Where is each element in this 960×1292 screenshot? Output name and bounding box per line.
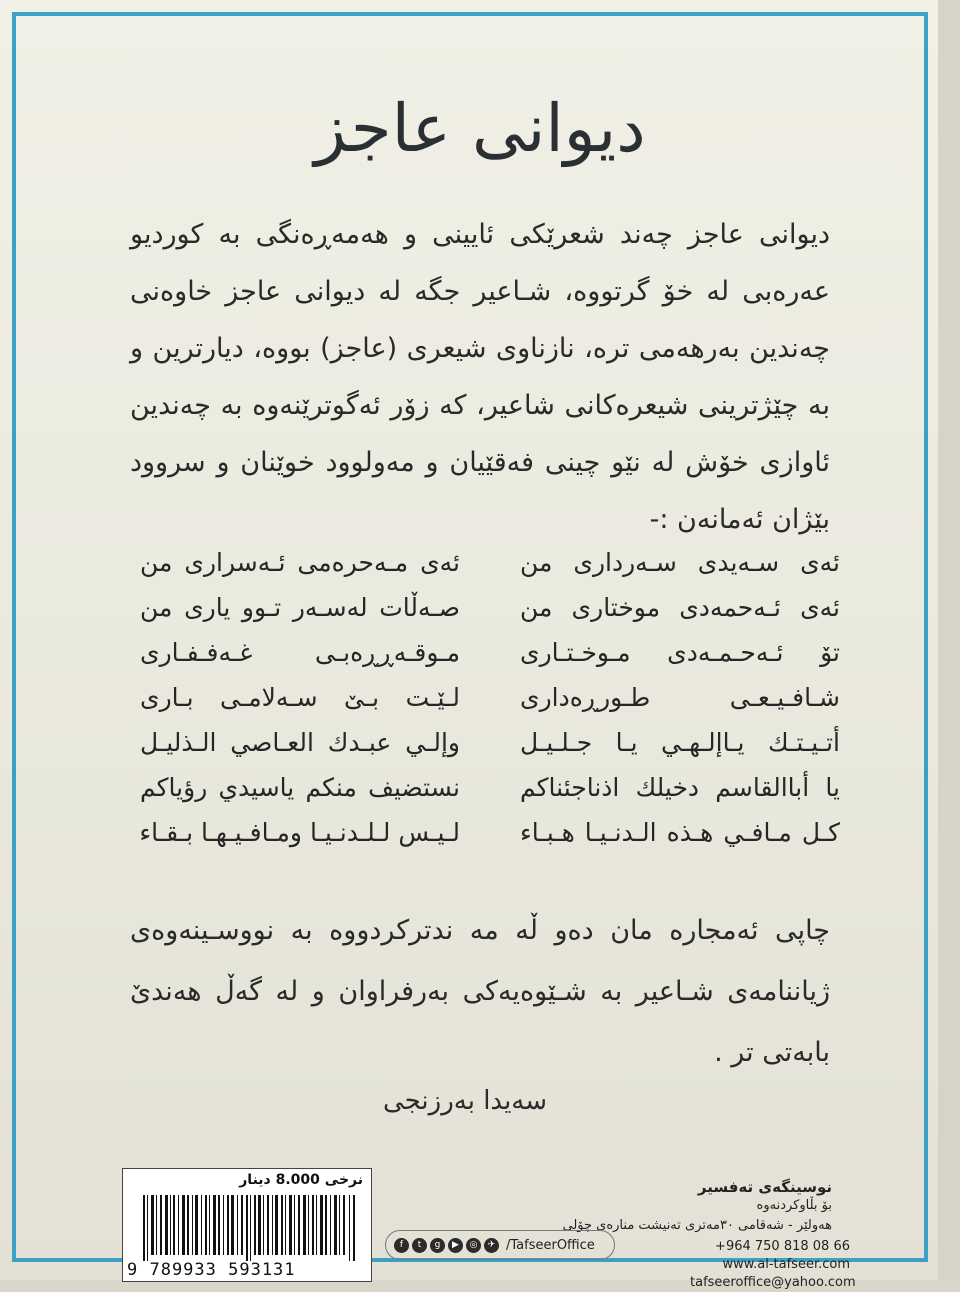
closing-line: چاپی ئەمجارە مان دەو ڵە مە ندترکردووە بە نووسـینەوەی <box>130 915 830 946</box>
contact-info <box>690 1238 856 1292</box>
poem-row <box>140 810 840 855</box>
phone-number: +964 750 818 08 66 <box>715 1239 850 1254</box>
poem-verse-left: مـوقـەڕڕەبـی غـەفـفـاری <box>140 638 460 667</box>
publisher-tagline: بۆ بڵاوکردنەوە <box>756 1198 832 1213</box>
intro-line: بێژان ئەمانەن :- <box>649 504 830 535</box>
telegram-icon: ✈ <box>484 1238 499 1253</box>
price-text: نرخی 8.000 دینار <box>239 1172 363 1188</box>
poem-verse-right: يا أباالقاسم دخيلك اذناجئناكم <box>520 773 840 802</box>
instagram-icon: ◎ <box>466 1238 481 1253</box>
twitter-icon: t <box>412 1238 427 1253</box>
facebook-icon: f <box>394 1238 409 1253</box>
website-url: www.al-tafseer.com <box>722 1257 850 1272</box>
publisher-address: هەولێر - شەقامی ٣٠مەتری تەنیشت منارەی چۆلی <box>562 1218 832 1233</box>
poem-verse-right: ئەی ئـەحمەدی موختاری من <box>520 593 840 622</box>
poem-row <box>140 720 840 765</box>
poem-verse-right: شـافـیـعـی طـورڕەداری <box>520 683 840 712</box>
closing-line: بابەتی تر . <box>714 1037 830 1068</box>
poem-verse-left: ئەی مـەحرەمی ئـەسراری من <box>140 548 460 577</box>
isbn-number: 9 789933 593131 <box>127 1260 296 1280</box>
poem-row <box>140 765 840 810</box>
intro-line: بە چێژترینی شیعرەکانی شاعیر، کە زۆر ئەگوترێنەوە بە چەندین <box>130 390 830 421</box>
poem-verse-left: لـيـس لـلـدنـيـا ومـافـيـهـا بـقـاء <box>139 818 460 847</box>
intro-line: ئاوازی خۆش لە نێو چینی فەقێیان و مەولوود خوێنان و سروود <box>130 447 830 478</box>
publisher-name: نوسینگەی تەفسیر <box>697 1178 832 1196</box>
closing-line: ژیاننامەی شـاعیر بە شـێوەیەکی بەرفراوان و لە گەڵ هەندێ <box>130 976 830 1007</box>
poem-verse-left: لـێـت بـێ سـەلامـی بـاری <box>140 683 460 712</box>
intro-line: عەرەبی لە خۆ گرتووە، شـاعیر جگە لە دیوانی عاجز خاوەنی <box>130 276 830 307</box>
author-signature: سەیدا بەرزنجی <box>382 1086 548 1116</box>
barcode-label <box>122 1168 372 1282</box>
poem-verse-right: أتـيـتـك يـاإلـهـي يـا جـلـيـل <box>520 728 840 757</box>
poem-verse-right: تۆ ئـەحـمـەدی مـوخـتـاری <box>520 638 840 667</box>
poem-verse-right: كـل مـافـي هـذه الـدنـيـا هـبـاء <box>520 818 840 847</box>
poem-verse-left: وإلـي عبـدك العـاصي الـذليـل <box>140 728 460 757</box>
barcode-icon <box>143 1195 357 1261</box>
cover-edge <box>938 0 960 1280</box>
intro-line: چەندین بەرهەمی ترە، نازناوی شیعری (عاجز) بووە، دیارترین و <box>130 333 830 364</box>
publisher-info <box>472 1178 832 1236</box>
poem-row <box>140 540 840 585</box>
poem-row <box>140 675 840 720</box>
poem-row <box>140 585 840 630</box>
poem-verse-left: صـەڵات لەسـەر تـوو یاری من <box>140 593 460 622</box>
book-title: دیوانی عاجز <box>314 90 646 167</box>
social-media-bar <box>385 1230 615 1260</box>
social-handle: /TafseerOffice <box>506 1237 595 1253</box>
intro-line: دیوانی عاجز چەند شعرێکی ئایینی و هەمەڕەنگی بە کوردیو <box>130 219 830 250</box>
poem-verse-right: ئەی سـەیدی سـەرداری من <box>520 548 840 577</box>
email-address: tafseeroffice@yahoo.com <box>690 1275 856 1290</box>
google-plus-icon: g <box>430 1238 445 1253</box>
poem-verse-left: نستضيف منكم ياسيدي رؤياكم <box>140 773 460 802</box>
intro-paragraph <box>130 206 830 548</box>
youtube-icon: ▶ <box>448 1238 463 1253</box>
closing-paragraph <box>130 900 830 1083</box>
poem-row <box>140 630 840 675</box>
poem-verses <box>140 540 840 855</box>
